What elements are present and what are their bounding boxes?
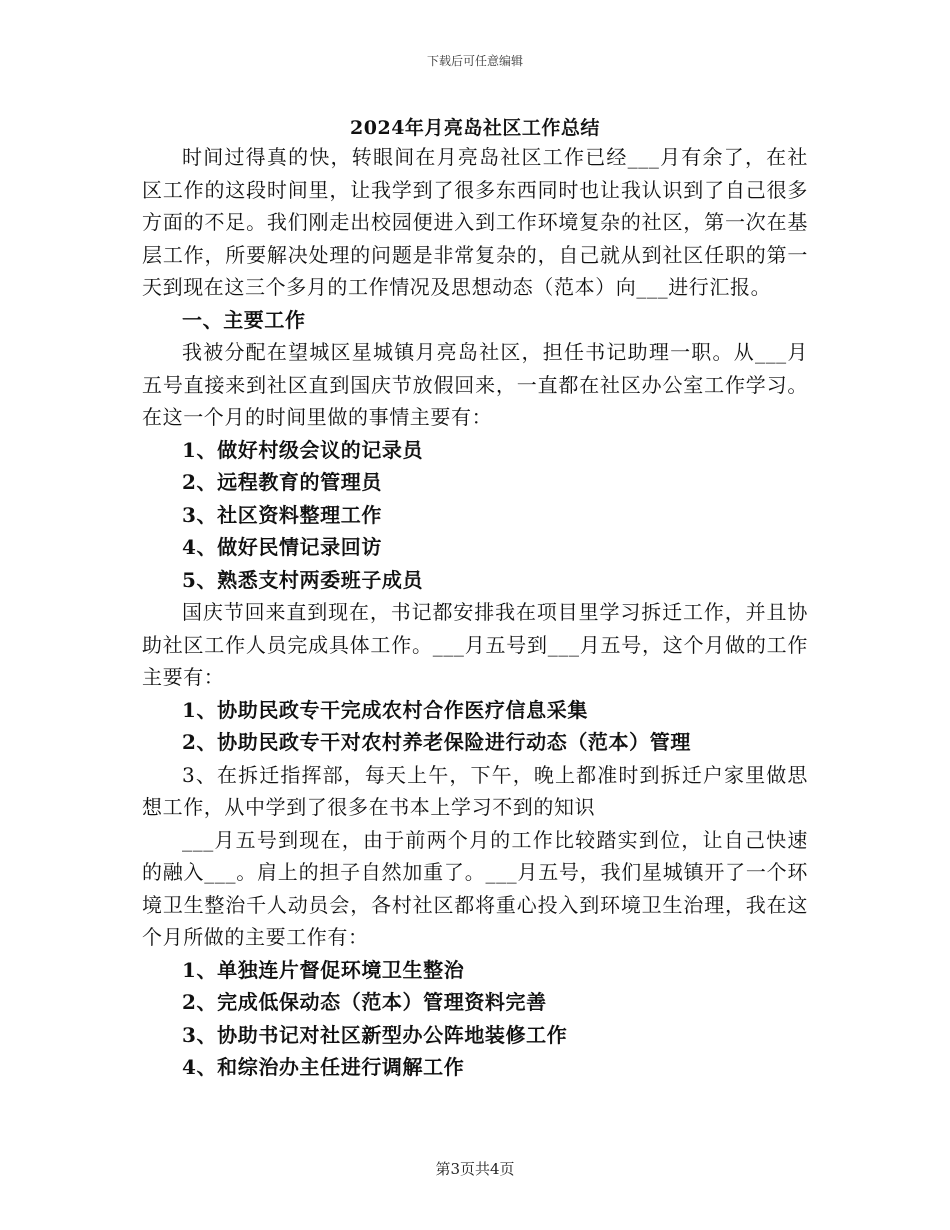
list-item: 3、协助书记对社区新型办公阵地装修工作 [182, 1022, 568, 1047]
list-item: 2、完成低保动态（范本）管理资料完善 [182, 990, 547, 1014]
header-note: 下载后可任意编辑 [426, 54, 523, 68]
section1-body-paragraph: 我被分配在望城区星城镇月亮岛社区，担任书记助理一职。从___月五号直接来到社区直到国庆节放假回来，一直都在社区办公室工作学习。在这一个月的时间里做的事情主要有： [142, 340, 808, 429]
section-heading-main-work: 一、主要工作 [182, 307, 306, 332]
recent-work-paragraph: ___月五号到现在，由于前两个月的工作比较踏实到位，让自己快速的融入___。肩上的担子自然加重了。___月五号，我们星城镇开了一个环境卫生整治千人动员会，各村社区都将重心投入到环境卫生治理，我在这个月所做的主要工作有： [142, 827, 808, 949]
list-item: 3、社区资料整理工作 [182, 502, 382, 527]
list-item: 4、做好民情记录回访 [182, 535, 382, 559]
national-day-paragraph: 国庆节回来直到现在，书记都安排我在项目里学习拆迁工作，并且协助社区工作人员完成具体工作。___月五号到___月五号，这个月做的工作主要有： [142, 600, 808, 689]
document-body [142, 141, 808, 1084]
list-item: 5、熟悉支村两委班子成员 [182, 567, 424, 592]
list-item: 1、单独连片督促环境卫生整治 [182, 957, 465, 982]
list-item: 2、远程教育的管理员 [182, 470, 382, 494]
list-item-demolition: 3、在拆迁指挥部，每天上午，下午，晚上都准时到拆迁户家里做思想工作，从中学到了很多在书本上学习不到的知识 [142, 762, 808, 819]
intro-paragraph: 时间过得真的快，转眼间在月亮岛社区工作已经___月有余了，在社区工作的这段时间里，让我学到了很多东西同时也让我认识到了自己很多方面的不足。我们刚走出校园便进入到工作环境复杂的社区，第一次在基层工作，所要解决处理的问题是非常复杂的，自己就从到社区任职的第一天到现在这三个多月的工作情况及思想动态（范本）向___进行汇报。 [142, 145, 808, 299]
list-item: 2、协助民政专干对农村养老保险进行动态（范本）管理 [182, 730, 691, 754]
list-item: 1、协助民政专干完成农村合作医疗信息采集 [182, 697, 588, 722]
document-title: 2024年月亮岛社区工作总结 [350, 117, 600, 139]
page-footer: 第3页共4页 [435, 1160, 515, 1178]
list-item: 1、做好村级会议的记录员 [182, 437, 424, 462]
list-item: 4、和综治办主任进行调解工作 [182, 1055, 465, 1079]
